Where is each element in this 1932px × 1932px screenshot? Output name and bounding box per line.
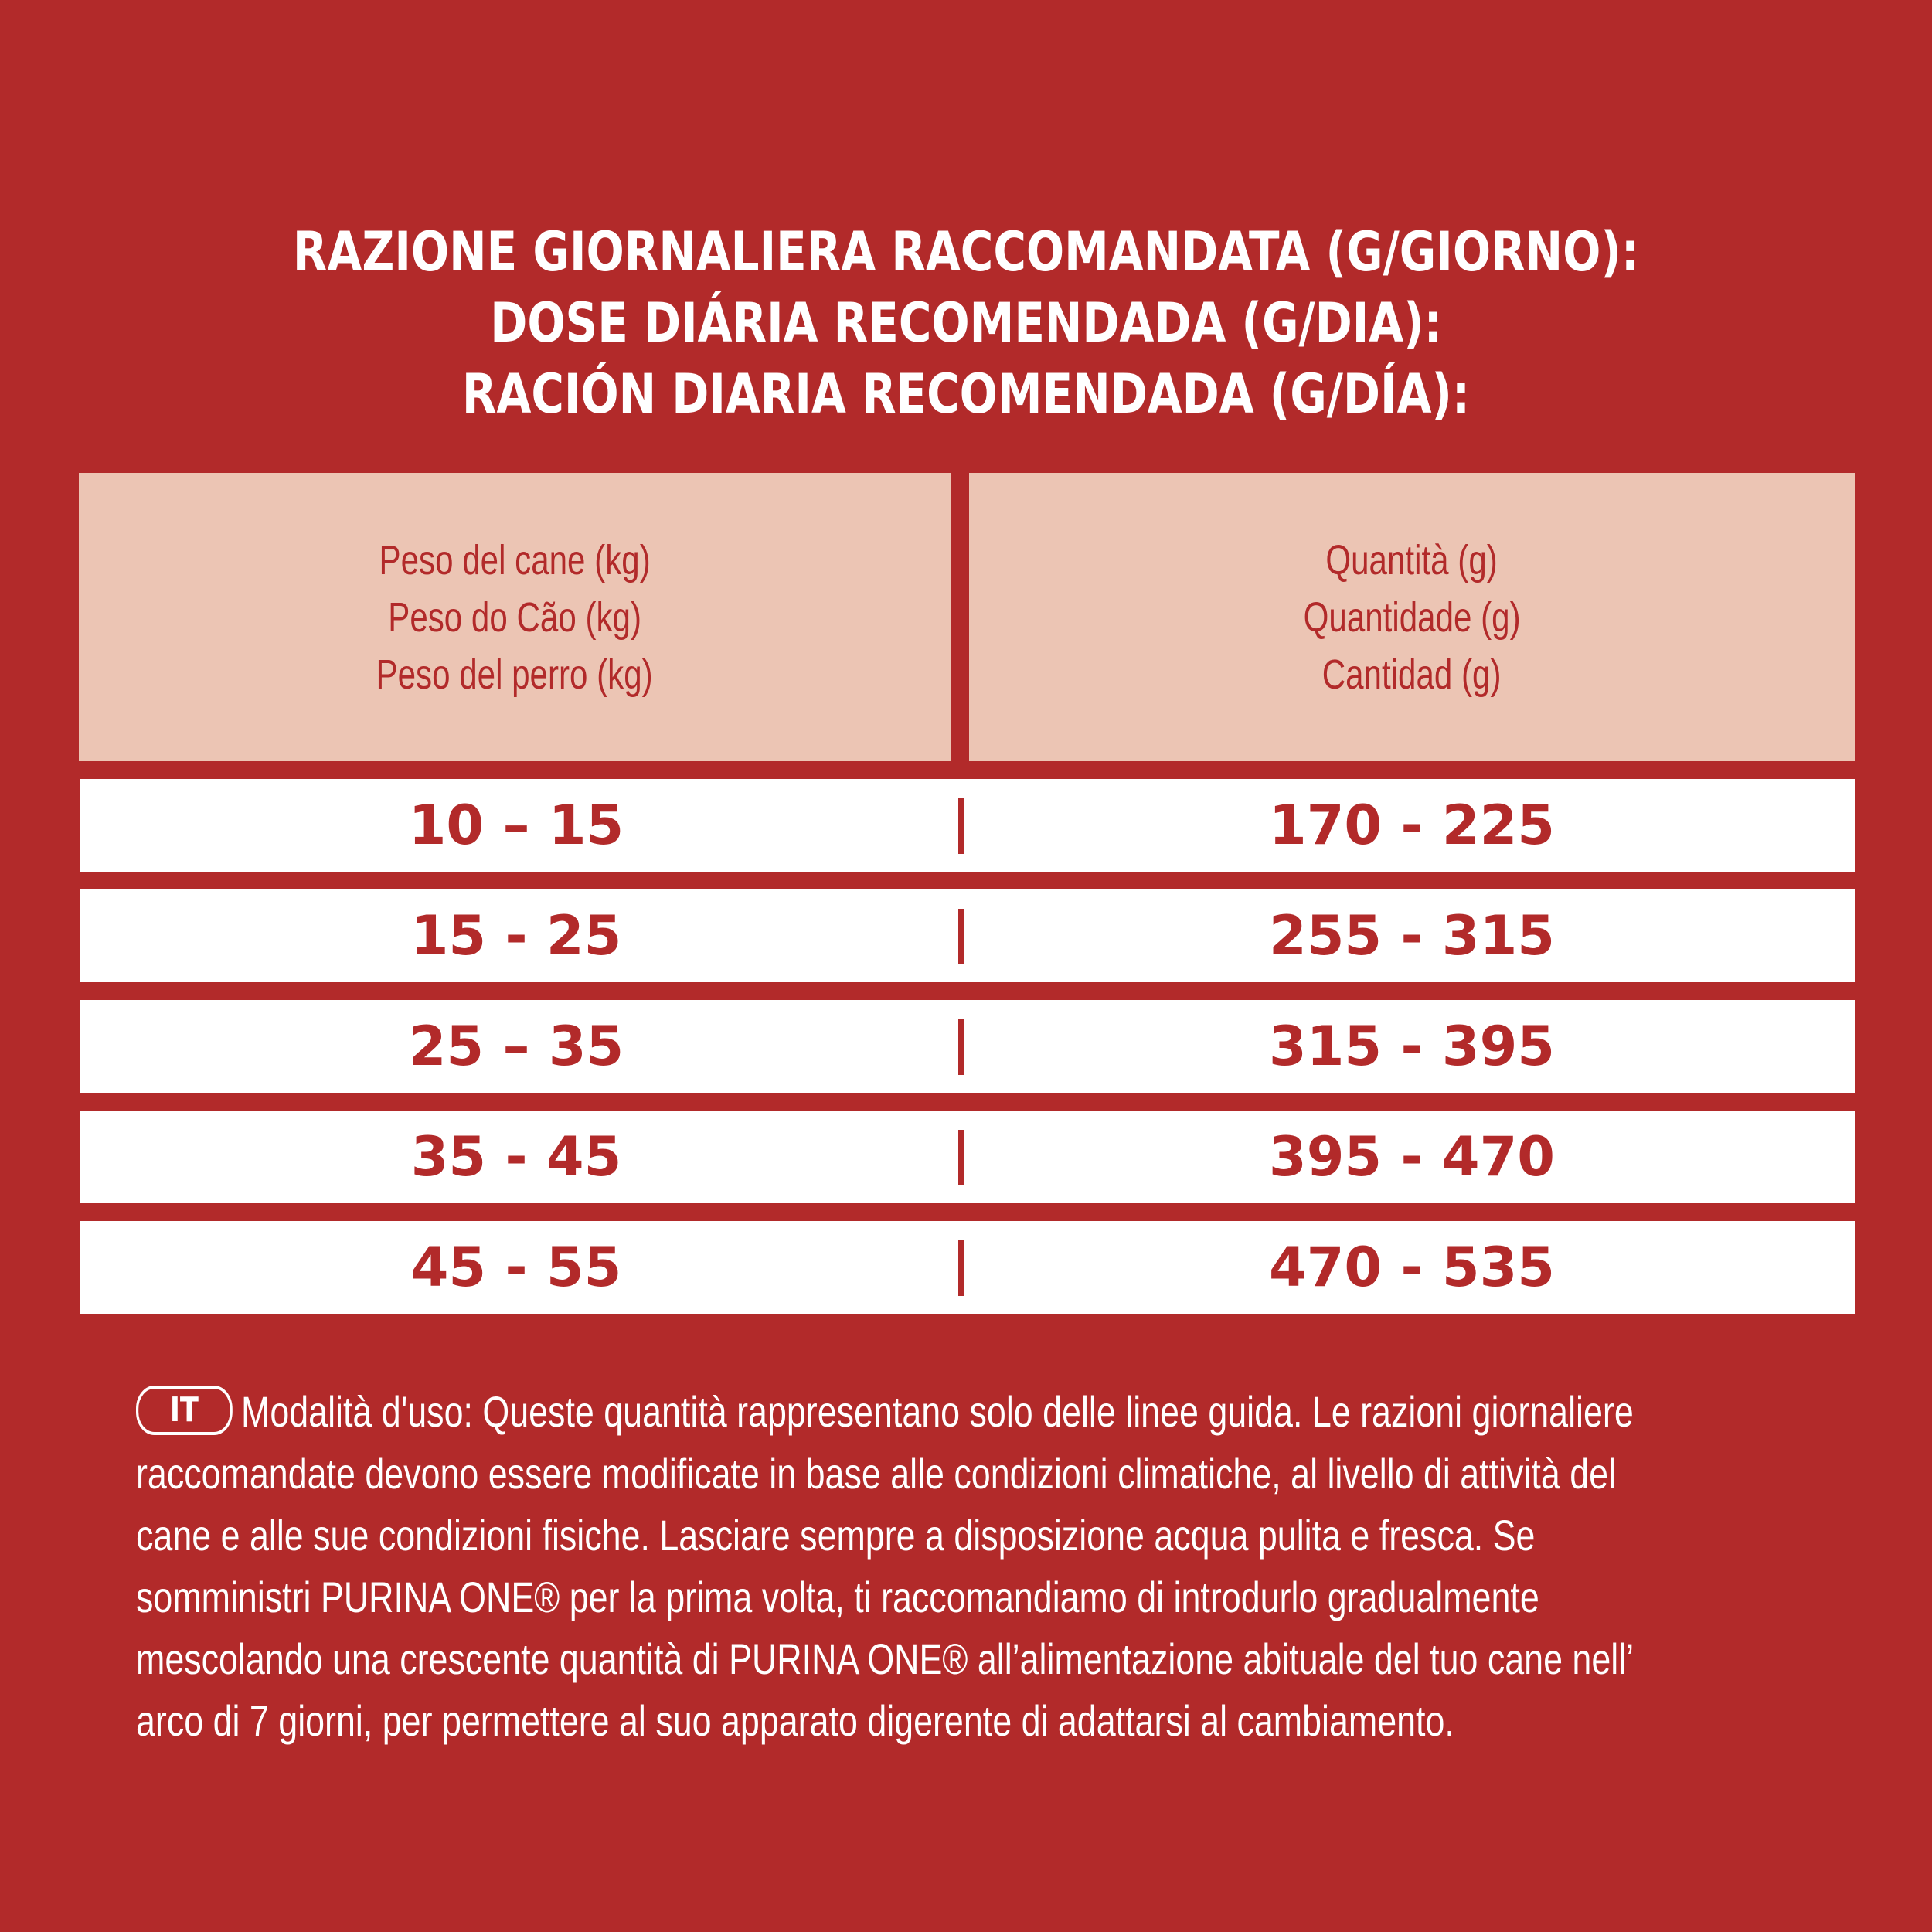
weight-cell: 35 - 45 (410, 1125, 622, 1189)
table-header-amount (969, 473, 1855, 761)
amount-cell: 255 - 315 (1268, 904, 1556, 968)
table-row (80, 1000, 1855, 1093)
usage-instructions (136, 1381, 1844, 1752)
title-spanish: RACIÓN DIARIA RECOMENDADA (G/DÍA): (461, 362, 1471, 426)
header-weight-portuguese: Peso do Cão (kg) (388, 594, 641, 641)
table-row (80, 889, 1855, 982)
header-amount-italian: Quantità (g) (1325, 536, 1498, 583)
amount-cell: 470 - 535 (1268, 1236, 1556, 1299)
header-weight-spanish: Peso del perro (kg) (376, 651, 654, 698)
column-divider (958, 909, 964, 964)
table-header-weight (79, 473, 951, 761)
title-italian: RAZIONE GIORNALIERA RACCOMANDATA (G/GIORNO): (292, 220, 1640, 284)
page-title (0, 216, 1932, 430)
header-amount-portuguese: Quantidade (g) (1303, 594, 1521, 641)
title-portuguese: DOSE DIÁRIA RECOMENDADA (G/DIA): (490, 291, 1442, 355)
language-badge: IT (136, 1386, 233, 1435)
table-row (80, 1111, 1855, 1203)
usage-line: somministri PURINA ONE® per la prima volta, ti raccomandiamo di introdurlo gradualmente (136, 1573, 1539, 1621)
column-divider (958, 1019, 964, 1075)
amount-cell: 315 - 395 (1268, 1015, 1556, 1078)
usage-line: cane e alle sue condizioni fisiche. Lasciare sempre a disposizione acqua pulita e fresca. Se (136, 1511, 1536, 1560)
column-divider (958, 1130, 964, 1185)
column-divider (958, 1240, 964, 1296)
usage-line: raccomandate devono essere modificate in base alle condizioni climatiche, al livello di attività del (136, 1449, 1616, 1498)
usage-line: arco di 7 giorni, per permettere al suo apparato digerente di adattarsi al cambiamento. (136, 1696, 1454, 1745)
weight-cell: 25 – 35 (408, 1015, 624, 1078)
usage-text: Modalità d'uso: Queste quantità rappresentano solo delle linee guida. Le razioni giornaliere (241, 1387, 1634, 1436)
header-weight-italian: Peso del cane (kg) (379, 536, 651, 583)
weight-cell: 10 – 15 (408, 794, 624, 857)
weight-cell: 15 - 25 (410, 904, 622, 968)
weight-cell: 45 - 55 (410, 1236, 622, 1299)
amount-cell: 395 - 470 (1268, 1125, 1556, 1189)
usage-line (136, 1381, 1634, 1443)
amount-cell: 170 - 225 (1268, 794, 1556, 857)
table-row (80, 1221, 1855, 1314)
column-divider (958, 798, 964, 854)
usage-line: mescolando una crescente quantità di PURINA ONE® all’alimentazione abituale del tuo cane nell’ (136, 1634, 1634, 1683)
table-row (80, 779, 1855, 872)
header-amount-spanish: Cantidad (g) (1322, 651, 1502, 698)
